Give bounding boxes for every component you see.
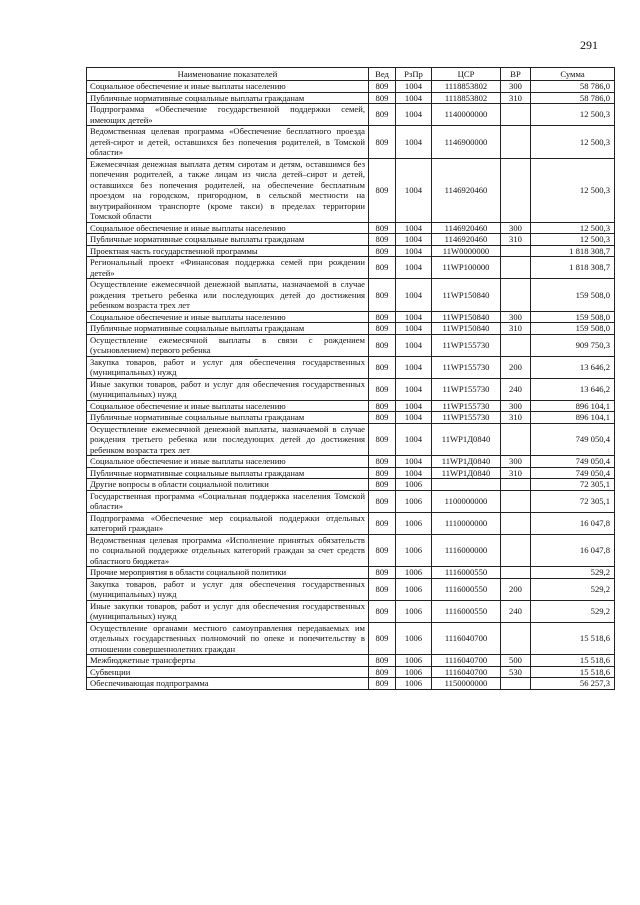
cell-name: Осуществление органами местного самоуправления передаваемых им отдельных государственных полномочий по опеке и попечительству в отношении совершеннолетних граждан <box>87 622 369 655</box>
header-rzpr: РзПр <box>396 68 432 81</box>
cell-name: Проектная часть государственной программы <box>87 245 369 257</box>
table-row <box>87 600 615 622</box>
cell-csr: 1116000550 <box>432 578 501 600</box>
cell-rzpr: 1004 <box>396 356 432 378</box>
cell-name: Ежемесячная денежная выплата детям сиротам и детям, оставшимся без попечения родителей, а также лицам из числа детей–сирот и детей, оставшихся без попечения родителей, на обеспечение бесплатным проездом на городском, пригородном, в сельской местности на внутрирайонном транспорте (кроме такси) в пределах территории Томской области <box>87 158 369 222</box>
cell-vr: 200 <box>501 578 531 600</box>
cell-sum: 12 500,3 <box>531 158 615 222</box>
cell-rzpr: 1004 <box>396 234 432 246</box>
cell-vr: 300 <box>501 81 531 93</box>
cell-name: Осуществление ежемесячной выплаты в связи с рождением (усыновлением) первого ребенка <box>87 334 369 356</box>
cell-vr <box>501 622 531 655</box>
table-body <box>87 81 615 690</box>
cell-sum: 12 500,3 <box>531 234 615 246</box>
cell-ved: 809 <box>369 534 396 567</box>
table-row <box>87 655 615 667</box>
cell-csr: 11WP1Д0840 <box>432 456 501 468</box>
cell-vr: 310 <box>501 234 531 246</box>
cell-name: Социальное обеспечение и иные выплаты населению <box>87 400 369 412</box>
cell-ved: 809 <box>369 104 396 126</box>
cell-vr: 300 <box>501 311 531 323</box>
table-row <box>87 104 615 126</box>
cell-ved: 809 <box>369 456 396 468</box>
table-row <box>87 126 615 159</box>
cell-rzpr: 1004 <box>396 334 432 356</box>
cell-ved: 809 <box>369 512 396 534</box>
cell-sum: 15 518,6 <box>531 622 615 655</box>
table-row <box>87 92 615 104</box>
cell-ved: 809 <box>369 323 396 335</box>
cell-csr <box>432 479 501 491</box>
cell-sum: 529,2 <box>531 578 615 600</box>
cell-vr <box>501 534 531 567</box>
header-name: Наименование показателей <box>87 68 369 81</box>
cell-vr: 530 <box>501 666 531 678</box>
cell-vr <box>501 479 531 491</box>
cell-name: Публичные нормативные социальные выплаты гражданам <box>87 234 369 246</box>
cell-name: Другие вопросы в области социальной политики <box>87 479 369 491</box>
header-ved: Вед <box>369 68 396 81</box>
cell-csr: 1116000550 <box>432 567 501 579</box>
cell-ved: 809 <box>369 622 396 655</box>
table-row <box>87 578 615 600</box>
cell-vr <box>501 423 531 456</box>
table-row <box>87 412 615 424</box>
table-row <box>87 257 615 279</box>
cell-name: Осуществление ежемесячной денежной выплаты, назначаемой в случае рождения третьего ребенка или последующих детей до достижения ребенком возраста трех лет <box>87 279 369 312</box>
cell-vr <box>501 512 531 534</box>
cell-sum: 16 047,8 <box>531 534 615 567</box>
table-row <box>87 666 615 678</box>
cell-name: Ведомственная целевая программа «Обеспечение бесплатного проезда детей-сирот и детей, оставшихся без попечения родителей, в Томской области» <box>87 126 369 159</box>
cell-csr: 1116040700 <box>432 655 501 667</box>
cell-ved: 809 <box>369 479 396 491</box>
cell-csr: 1118853802 <box>432 81 501 93</box>
cell-rzpr: 1004 <box>396 126 432 159</box>
cell-rzpr: 1004 <box>396 412 432 424</box>
cell-vr <box>501 490 531 512</box>
table-row <box>87 678 615 690</box>
cell-ved: 809 <box>369 92 396 104</box>
cell-name: Иные закупки товаров, работ и услуг для обеспечения государственных (муниципальных) нужд <box>87 600 369 622</box>
cell-rzpr: 1004 <box>396 81 432 93</box>
cell-name: Социальное обеспечение и иные выплаты населению <box>87 222 369 234</box>
cell-csr: 11WP100000 <box>432 257 501 279</box>
cell-name: Региональный проект «Финансовая поддержка семей при рождении детей» <box>87 257 369 279</box>
page-number: 291 <box>580 38 598 52</box>
cell-csr: 1116040700 <box>432 666 501 678</box>
cell-csr: 1150000000 <box>432 678 501 690</box>
cell-sum: 15 518,6 <box>531 655 615 667</box>
cell-sum: 749 050,4 <box>531 456 615 468</box>
cell-name: Социальное обеспечение и иные выплаты населению <box>87 311 369 323</box>
table-row <box>87 490 615 512</box>
cell-name: Осуществление ежемесячной денежной выплаты, назначаемой в случае рождения третьего ребенка или последующих детей до достижения ребенком возраста трех лет <box>87 423 369 456</box>
cell-rzpr: 1006 <box>396 534 432 567</box>
table-row <box>87 356 615 378</box>
cell-csr: 11WP1Д0840 <box>432 467 501 479</box>
budget-table <box>86 67 615 690</box>
cell-rzpr: 1004 <box>396 279 432 312</box>
cell-name: Публичные нормативные социальные выплаты гражданам <box>87 323 369 335</box>
cell-sum: 72 305,1 <box>531 479 615 491</box>
cell-sum: 13 646,2 <box>531 378 615 400</box>
cell-rzpr: 1004 <box>396 400 432 412</box>
cell-ved: 809 <box>369 467 396 479</box>
cell-rzpr: 1004 <box>396 423 432 456</box>
cell-sum: 896 104,1 <box>531 400 615 412</box>
table-row <box>87 479 615 491</box>
cell-csr: 1146920460 <box>432 222 501 234</box>
cell-vr: 240 <box>501 378 531 400</box>
cell-sum: 159 508,0 <box>531 311 615 323</box>
cell-csr: 1116040700 <box>432 622 501 655</box>
table-row <box>87 567 615 579</box>
table-row <box>87 222 615 234</box>
cell-sum: 12 500,3 <box>531 104 615 126</box>
cell-csr: 1146900000 <box>432 126 501 159</box>
cell-name: Подпрограмма «Обеспечение государственной поддержки семей, имеющих детей» <box>87 104 369 126</box>
cell-name: Государственная программа «Социальная поддержка населения Томской области» <box>87 490 369 512</box>
cell-vr: 500 <box>501 655 531 667</box>
cell-sum: 15 518,6 <box>531 666 615 678</box>
cell-sum: 12 500,3 <box>531 126 615 159</box>
cell-ved: 809 <box>369 311 396 323</box>
table-row <box>87 622 615 655</box>
cell-rzpr: 1006 <box>396 479 432 491</box>
cell-vr <box>501 158 531 222</box>
table-row <box>87 378 615 400</box>
cell-name: Закупка товаров, работ и услуг для обеспечения государственных (муниципальных) нужд <box>87 578 369 600</box>
cell-vr <box>501 104 531 126</box>
cell-rzpr: 1004 <box>396 158 432 222</box>
cell-csr: 11WP155730 <box>432 378 501 400</box>
cell-name: Публичные нормативные социальные выплаты гражданам <box>87 92 369 104</box>
cell-rzpr: 1006 <box>396 567 432 579</box>
cell-csr: 11WP150840 <box>432 323 501 335</box>
cell-vr: 310 <box>501 92 531 104</box>
cell-sum: 13 646,2 <box>531 356 615 378</box>
cell-name: Обеспечивающая подпрограмма <box>87 678 369 690</box>
header-sum: Сумма <box>531 68 615 81</box>
cell-ved: 809 <box>369 245 396 257</box>
cell-vr: 240 <box>501 600 531 622</box>
cell-name: Публичные нормативные социальные выплаты гражданам <box>87 467 369 479</box>
cell-ved: 809 <box>369 279 396 312</box>
cell-sum: 56 257,3 <box>531 678 615 690</box>
cell-name: Субвенции <box>87 666 369 678</box>
cell-rzpr: 1006 <box>396 678 432 690</box>
cell-vr: 310 <box>501 467 531 479</box>
cell-sum: 72 305,1 <box>531 490 615 512</box>
cell-ved: 809 <box>369 81 396 93</box>
table-row <box>87 400 615 412</box>
cell-sum: 16 047,8 <box>531 512 615 534</box>
cell-csr: 1100000000 <box>432 490 501 512</box>
table-row <box>87 279 615 312</box>
cell-sum: 896 104,1 <box>531 412 615 424</box>
cell-name: Подпрограмма «Обеспечение мер социальной поддержки отдельных категорий граждан» <box>87 512 369 534</box>
cell-rzpr: 1004 <box>396 222 432 234</box>
cell-rzpr: 1004 <box>396 245 432 257</box>
cell-sum: 529,2 <box>531 600 615 622</box>
header-csr: ЦСР <box>432 68 501 81</box>
cell-vr <box>501 245 531 257</box>
cell-csr: 1146920460 <box>432 158 501 222</box>
cell-ved: 809 <box>369 126 396 159</box>
cell-vr <box>501 279 531 312</box>
cell-ved: 809 <box>369 423 396 456</box>
cell-rzpr: 1006 <box>396 578 432 600</box>
cell-ved: 809 <box>369 600 396 622</box>
cell-rzpr: 1006 <box>396 490 432 512</box>
cell-vr: 310 <box>501 412 531 424</box>
cell-csr: 1116000550 <box>432 600 501 622</box>
cell-rzpr: 1004 <box>396 467 432 479</box>
table-row <box>87 245 615 257</box>
cell-rzpr: 1004 <box>396 104 432 126</box>
cell-csr: 11WP155730 <box>432 412 501 424</box>
cell-sum: 159 508,0 <box>531 279 615 312</box>
cell-csr: 11WP155730 <box>432 356 501 378</box>
cell-ved: 809 <box>369 678 396 690</box>
cell-vr: 300 <box>501 456 531 468</box>
cell-sum: 58 786,0 <box>531 81 615 93</box>
cell-csr: 11WP150840 <box>432 311 501 323</box>
cell-vr: 300 <box>501 400 531 412</box>
cell-rzpr: 1004 <box>396 92 432 104</box>
cell-rzpr: 1004 <box>396 456 432 468</box>
table-header-row <box>87 68 615 81</box>
cell-ved: 809 <box>369 158 396 222</box>
cell-csr: 11WP150840 <box>432 279 501 312</box>
cell-ved: 809 <box>369 378 396 400</box>
cell-rzpr: 1004 <box>396 323 432 335</box>
cell-ved: 809 <box>369 400 396 412</box>
table-row <box>87 534 615 567</box>
cell-csr: 1146920460 <box>432 234 501 246</box>
table-row <box>87 81 615 93</box>
cell-rzpr: 1004 <box>396 257 432 279</box>
cell-sum: 749 050,4 <box>531 467 615 479</box>
cell-sum: 529,2 <box>531 567 615 579</box>
cell-sum: 749 050,4 <box>531 423 615 456</box>
cell-rzpr: 1004 <box>396 311 432 323</box>
cell-vr: 310 <box>501 323 531 335</box>
table-row <box>87 423 615 456</box>
cell-csr: 1116000000 <box>432 534 501 567</box>
cell-rzpr: 1006 <box>396 512 432 534</box>
table-row <box>87 456 615 468</box>
cell-name: Прочие мероприятия в области социальной политики <box>87 567 369 579</box>
cell-sum: 909 750,3 <box>531 334 615 356</box>
cell-rzpr: 1006 <box>396 655 432 667</box>
cell-sum: 159 508,0 <box>531 323 615 335</box>
cell-ved: 809 <box>369 666 396 678</box>
cell-csr: 11WP155730 <box>432 334 501 356</box>
cell-ved: 809 <box>369 412 396 424</box>
table-row <box>87 467 615 479</box>
table-row <box>87 234 615 246</box>
cell-vr: 300 <box>501 222 531 234</box>
table-row <box>87 512 615 534</box>
cell-rzpr: 1006 <box>396 666 432 678</box>
cell-ved: 809 <box>369 490 396 512</box>
cell-rzpr: 1004 <box>396 378 432 400</box>
cell-ved: 809 <box>369 234 396 246</box>
cell-name: Социальное обеспечение и иные выплаты населению <box>87 81 369 93</box>
cell-sum: 58 786,0 <box>531 92 615 104</box>
cell-vr <box>501 334 531 356</box>
cell-name: Иные закупки товаров, работ и услуг для обеспечения государственных (муниципальных) нужд <box>87 378 369 400</box>
cell-sum: 1 818 308,7 <box>531 245 615 257</box>
cell-csr: 11W0000000 <box>432 245 501 257</box>
cell-vr <box>501 257 531 279</box>
cell-vr <box>501 567 531 579</box>
cell-rzpr: 1006 <box>396 622 432 655</box>
cell-ved: 809 <box>369 222 396 234</box>
cell-csr: 11WP155730 <box>432 400 501 412</box>
table-row <box>87 334 615 356</box>
cell-csr: 1140000000 <box>432 104 501 126</box>
cell-ved: 809 <box>369 578 396 600</box>
cell-csr: 1118853802 <box>432 92 501 104</box>
cell-name: Закупка товаров, работ и услуг для обеспечения государственных (муниципальных) нужд <box>87 356 369 378</box>
cell-name: Межбюджетные трансферты <box>87 655 369 667</box>
cell-vr: 200 <box>501 356 531 378</box>
cell-name: Ведомственная целевая программа «Исполнение принятых обязательств по социальной поддержке отдельных категорий граждан за счет средств областного бюджета» <box>87 534 369 567</box>
cell-ved: 809 <box>369 567 396 579</box>
cell-sum: 1 818 308,7 <box>531 257 615 279</box>
cell-csr: 1110000000 <box>432 512 501 534</box>
cell-ved: 809 <box>369 334 396 356</box>
cell-name: Социальное обеспечение и иные выплаты населению <box>87 456 369 468</box>
cell-rzpr: 1006 <box>396 600 432 622</box>
cell-ved: 809 <box>369 257 396 279</box>
cell-vr <box>501 126 531 159</box>
cell-sum: 12 500,3 <box>531 222 615 234</box>
cell-ved: 809 <box>369 655 396 667</box>
cell-name: Публичные нормативные социальные выплаты гражданам <box>87 412 369 424</box>
cell-csr: 11WP1Д0840 <box>432 423 501 456</box>
cell-vr <box>501 678 531 690</box>
table-row <box>87 311 615 323</box>
table-row <box>87 323 615 335</box>
header-vr: ВР <box>501 68 531 81</box>
table-row <box>87 158 615 222</box>
cell-ved: 809 <box>369 356 396 378</box>
